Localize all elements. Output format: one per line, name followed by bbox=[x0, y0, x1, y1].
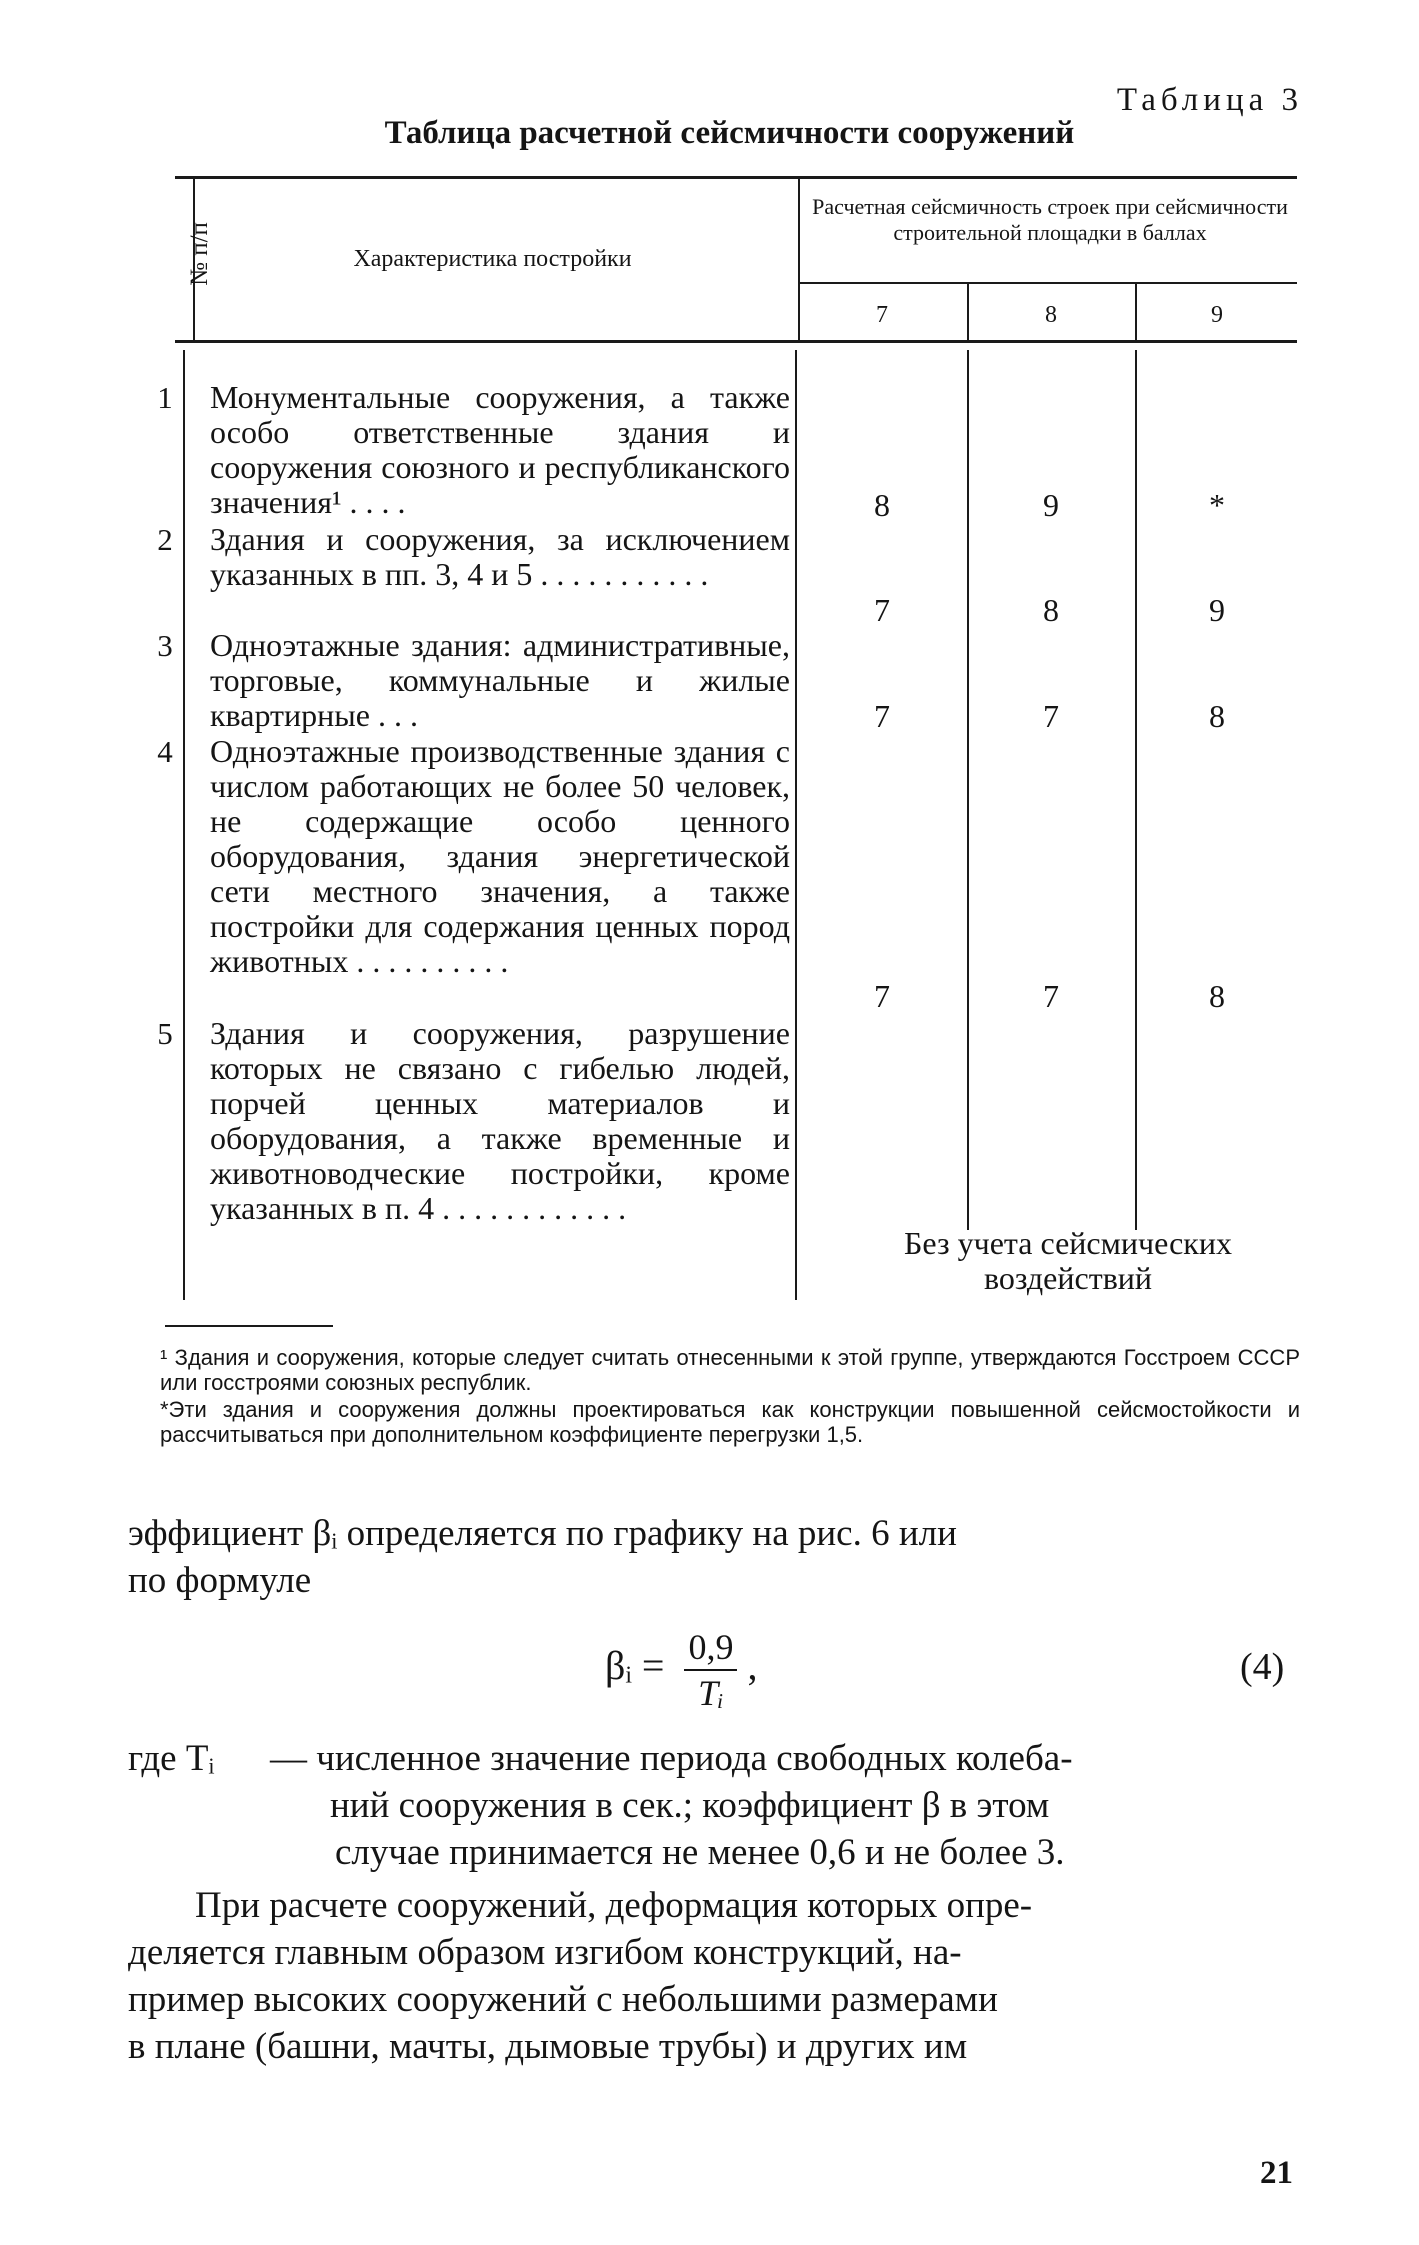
equation-number: (4) bbox=[1240, 1646, 1285, 1688]
paragraph-2-line-4: в плане (башни, мачты, дымовые трубы) и других им bbox=[128, 2026, 968, 2067]
formula-comma: , bbox=[747, 1643, 758, 1689]
formula-denominator: Tᵢ bbox=[698, 1673, 724, 1713]
row-3-number: 3 bbox=[157, 628, 173, 663]
row-2-value-8: 8 bbox=[1043, 592, 1059, 628]
row-4-value-7: 7 bbox=[874, 978, 890, 1014]
row-1-value-8: 9 bbox=[1043, 487, 1059, 523]
row-3-text: Одноэтажные здания: административные, торговые, коммунальные и жилые квартирные . . . bbox=[210, 627, 790, 733]
header-ball-7: 7 bbox=[876, 302, 888, 328]
table-title: Таблица расчетной сейсмичности сооружений bbox=[384, 115, 1075, 151]
row-2-number: 2 bbox=[157, 522, 173, 557]
footnote-rule bbox=[165, 1325, 333, 1327]
footnote-2: *Эти здания и сооружения должны проектироваться как конструкции повышенной сейсмостойкости и рассчитываться при дополнительном коэффициенте перегрузки 1,5. bbox=[160, 1397, 1300, 1447]
formula-numerator: 0,9 bbox=[684, 1625, 737, 1671]
paragraph-1-line-2: по формуле bbox=[128, 1560, 312, 1601]
paragraph-1-line-1: эффициент βᵢ определяется по графику на рис. 6 или bbox=[128, 1513, 957, 1554]
formula-4 bbox=[605, 1625, 757, 1715]
formula-lhs: βᵢ = bbox=[605, 1643, 665, 1689]
row-4-value-9: 8 bbox=[1209, 978, 1225, 1014]
where-line-1: — численное значение периода свободных колеба- bbox=[270, 1738, 1073, 1779]
page-number: 21 bbox=[1260, 2155, 1293, 2191]
header-ball-9: 9 bbox=[1211, 302, 1223, 328]
header-ball-8: 8 bbox=[1045, 302, 1057, 328]
where-label: где Tᵢ bbox=[128, 1738, 215, 1779]
header-calculated-seismicity: Расчетная сейсмичность строек при сейсмичности строительной площадки в баллах bbox=[812, 194, 1288, 245]
row-1-text: Монументальные сооружения, а также особо ответственные здания и сооружения союзного и республиканского значения¹ . . . . bbox=[210, 379, 790, 520]
row-1-number: 1 bbox=[157, 380, 173, 415]
row-5-text: Здания и сооружения, разрушение которых не связано с гибелью людей, порчей ценных материалов и оборудования, а также временные и животноводческие постройки, кроме указанных в п. 4 . . . . . . . . . . . . bbox=[210, 1015, 790, 1226]
row-3-value-8: 7 bbox=[1043, 698, 1059, 734]
header-number: № п/п bbox=[186, 222, 213, 286]
header-characteristic: Характеристика постройки bbox=[353, 246, 632, 272]
where-line-3: случае принимается не менее 0,6 и не более 3. bbox=[335, 1832, 1065, 1873]
where-line-2: ний сооружения в сек.; коэффициент β в этом bbox=[330, 1785, 1050, 1826]
table-label: Таблица 3 bbox=[1116, 82, 1303, 118]
row-4-value-8: 7 bbox=[1043, 978, 1059, 1014]
formula-fraction bbox=[684, 1625, 737, 1715]
paragraph-2-line-1: При расчете сооружений, деформация которых опре- bbox=[195, 1885, 1033, 1926]
row-3-value-7: 7 bbox=[874, 698, 890, 734]
row-5-note: Без учета сейсмических воздействий bbox=[904, 1225, 1232, 1296]
row-4-text: Одноэтажные производственные здания с числом работающих не более 50 человек, не содержащие особо ценного оборудования, здания энергетической сети местного значения, а также постройки для содержания ценных пород животных . . . . . . . . . . bbox=[210, 733, 790, 979]
row-2-value-7: 7 bbox=[874, 592, 890, 628]
row-5-number: 5 bbox=[157, 1016, 173, 1051]
paragraph-2-line-2: деляется главным образом изгибом конструкций, на- bbox=[128, 1932, 962, 1973]
row-1-value-9: * bbox=[1209, 487, 1225, 523]
row-2-text: Здания и сооружения, за исключением указанных в пп. 3, 4 и 5 . . . . . . . . . . . bbox=[210, 521, 790, 592]
row-1-value-7: 8 bbox=[874, 487, 890, 523]
row-2-value-9: 9 bbox=[1209, 592, 1225, 628]
paragraph-2-line-3: пример высоких сооружений с небольшими размерами bbox=[128, 1979, 998, 2020]
row-3-value-9: 8 bbox=[1209, 698, 1225, 734]
footnote-1: ¹ Здания и сооружения, которые следует считать отнесенными к этой группе, утверждаются Госстроем СССР или госстроями союзных республик. bbox=[160, 1345, 1300, 1395]
row-4-number: 4 bbox=[157, 734, 173, 769]
